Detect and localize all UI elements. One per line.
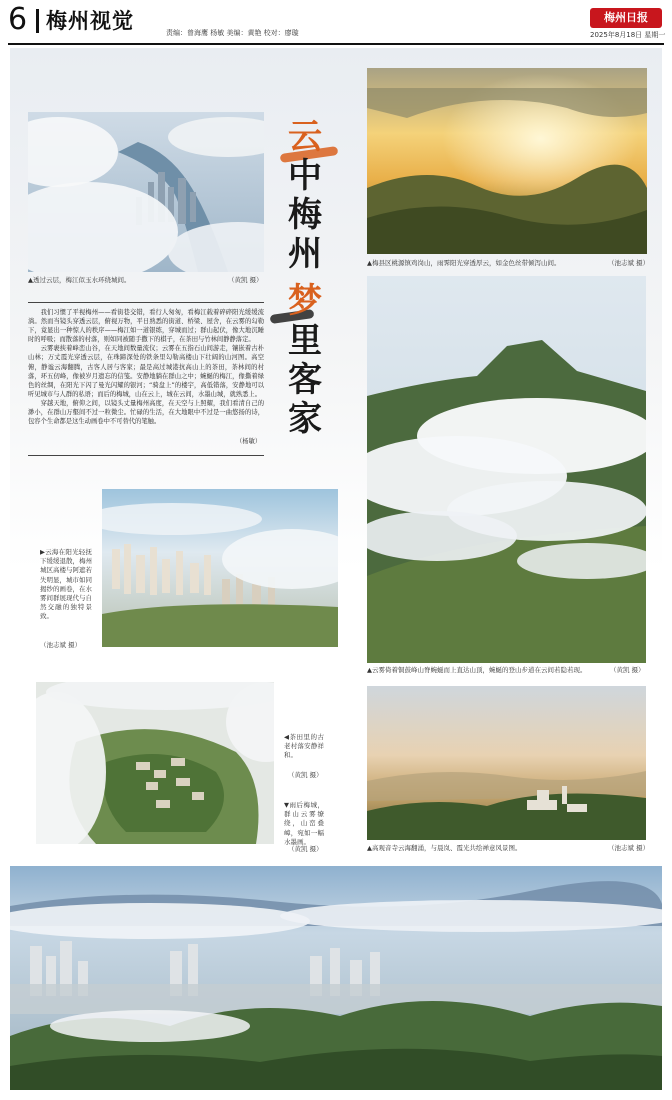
- photo-city-fog-caption: ▶云海在阳光轻抚下缓缓退散，梅州城区高楼与阿遮若失明显，城市如同揭纱的画卷，在水雾间群展现代与自然交融的独特景致。: [40, 548, 92, 621]
- article-paragraph: 我们习惯了平视梅州——看街巷交错，看行人匆匆，看梅江载着碎碎阳光缓缓流淌。然而当镜头穿透云层，俯视万物，平日熟悉的街道、桥梁、屋舍，在云雾的勾勒下，竟显出一种惊人的秩序——梅江如一道银练，穿城而过；群山起伏，像大地沉睡时的呼吸；而散落的村落，则如同被随手撒下的棋子，在茶田与竹林间静静落定。: [28, 309, 264, 344]
- photo-temple-sunset-caption: ▲高观音寺云海翻涌，与晨岚、霞光共绘禅意风景图。: [367, 844, 522, 852]
- photo-mountain-clouds-credit: （黄凯 摄）: [610, 666, 645, 674]
- photo-mountain-clouds-caption: ▲云雾倚着铜鼓峰山脊蜿蜒而上直达山顶，蜿蜒的登山步道在云间若隐若现。: [367, 666, 587, 674]
- title-char: 家: [288, 399, 322, 439]
- photo-city-fog: [102, 489, 338, 647]
- photo-city-river-caption: ▲透过云层，梅江似玉水环绕城间。: [28, 276, 131, 284]
- photo-city-river-credit: （黄凯 摄）: [228, 276, 263, 284]
- title-char: 客: [288, 360, 322, 400]
- page-number: 6: [8, 2, 28, 37]
- article-byline: （杨敏）: [236, 438, 262, 445]
- photo-village-credit: （黄凯 摄）: [288, 771, 323, 779]
- editor-credits: 责编：曾海鹰 杨敏 美编：黄艳 校对：廖璇: [166, 29, 299, 37]
- newspaper-logo: 梅州日报: [590, 8, 662, 28]
- title-char: 里: [288, 321, 322, 361]
- photo-city-river: [28, 112, 264, 272]
- article-rule-bottom: [28, 455, 264, 456]
- photo-sunrise-peaks-caption: ▲梅县区桃源镇鸡岗山，雨霁阳光穿透厚云，如金色丝带倾泻山间。: [367, 259, 561, 267]
- section-title: 梅州视觉: [46, 9, 134, 33]
- photo-mountain-clouds: [367, 276, 646, 663]
- title-char: 梦: [288, 281, 322, 321]
- photo-village2-caption: ▼雨后梅城，群山云雾缭绕，山峦叠嶂，宛如一幅水墨画。: [284, 801, 324, 846]
- header-divider: [36, 9, 39, 33]
- photo-city-fog-credit: （池志斌 摄）: [40, 641, 82, 649]
- article-paragraph: 云雾裹挟着峰峦山谷，在天地间数量流仪；云雾在五指石山间游走，镶嵌着古朴山林；万丈霞光穿透云层，在珠蹄深处的铁条里勾勒高楼山下壮阔的山河图。高空俯，静谧云海翻腾，古客人居与客家；最是高过城港抗高山上的茶田，茶林间的村落，环五仞峰，像被岁月遗忘的信笺。安静地躺在群山之中；蜿蜒的梅江，像撕着绿色的丝绸，在阳光下闪了曼光闪耀的银河；“骑盘上”的楼宇，高低错落，安静地可以听见城市与人群的私语；而后的梅城，山在云上，城在云间，水墨山城，就熟悉上。: [28, 345, 264, 398]
- article-paragraph: 穿越天地，俯仰之间，以镜头丈量梅州高度，在天空与上照耀，我们看清自己的渺小，在群山万壑间不过一粒微尘。忙碌的生活，在大地眼中不过是一曲悠扬的诗，包容个生命都是这生动画卷中不可替代的笔触。: [28, 399, 264, 426]
- article-rule-top: [28, 302, 264, 303]
- title-char: 州: [288, 234, 322, 274]
- issue-date: 2025年8月18日 星期一: [590, 31, 666, 39]
- photo-sunrise-peaks-credit: （池志斌 摄）: [608, 259, 650, 267]
- photo-temple-sunset-credit: （池志斌 摄）: [608, 844, 650, 852]
- title-char: 梅: [288, 195, 322, 235]
- photo-village: [36, 682, 274, 844]
- title-char: 中: [288, 156, 322, 196]
- main-article: [28, 308, 264, 452]
- photo-village2-credit: （黄凯 摄）: [288, 845, 323, 853]
- photo-village-caption: ◀茶田里的古老村落安静祥和。: [284, 733, 324, 760]
- photo-temple-sunset: [367, 686, 646, 840]
- title-char: 云: [288, 117, 322, 157]
- header-rule: [8, 43, 664, 45]
- photo-sunrise-peaks: [367, 68, 647, 254]
- photo-panorama: [10, 866, 662, 1090]
